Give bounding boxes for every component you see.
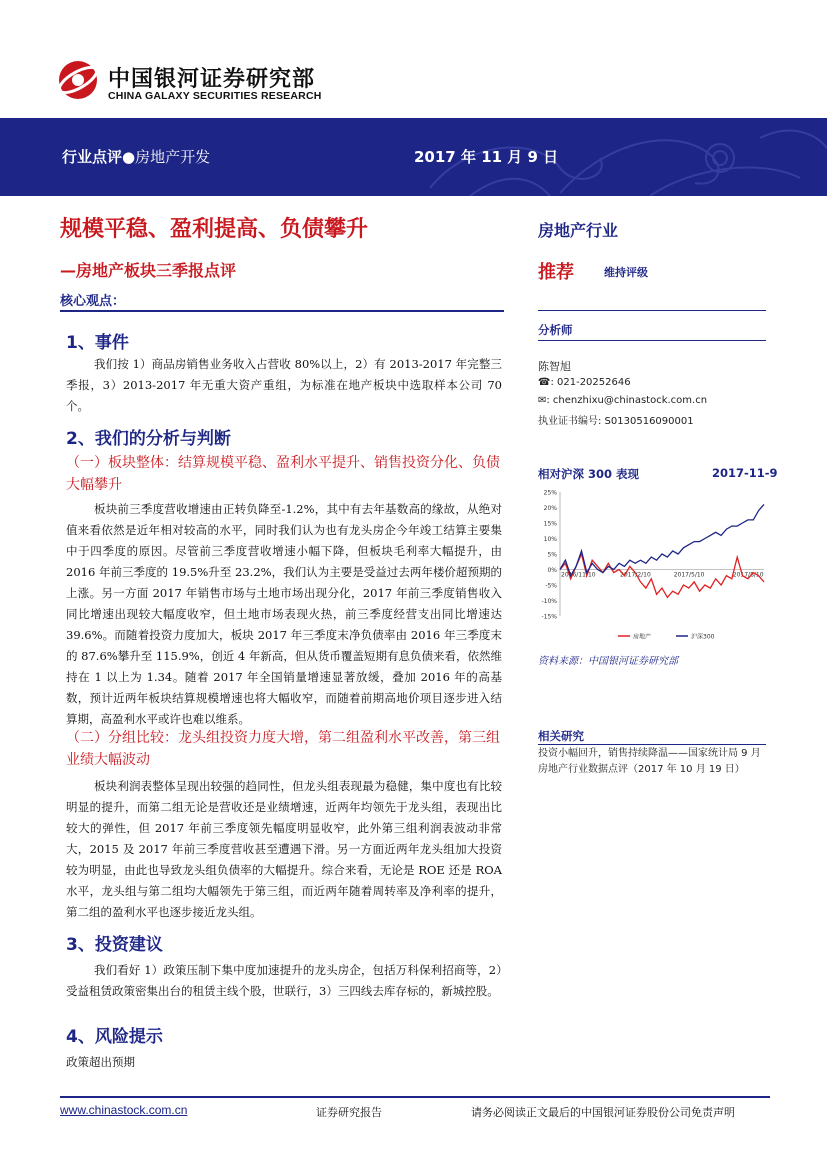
x-tick-label: 2017/2/10 bbox=[620, 571, 651, 579]
footer-disclaimer: 请务必阅读正文最后的中国银河证券股份公司免责声明 bbox=[471, 1106, 735, 1119]
y-tick-label: -5% bbox=[545, 582, 557, 590]
category-label: 行业点评 bbox=[62, 148, 123, 166]
section-1-para: 我们按 1）商品房销售业务收入占营收 80%以上，2）有 2013-2017 年完整三季报，3）2013-2017 年无重大资产重组，为标准在地产板块中选取样本公司 70 个。 bbox=[66, 357, 502, 413]
title-divider bbox=[60, 310, 504, 312]
y-tick-label: 5% bbox=[547, 551, 557, 559]
chart-label: 相对沪深 300 表现 bbox=[538, 467, 640, 481]
header-banner bbox=[0, 118, 827, 196]
legend-label: 沪深300 bbox=[691, 633, 715, 641]
sidebar-divider-1 bbox=[538, 310, 766, 311]
bullet-icon: ● bbox=[122, 148, 136, 166]
sidebar-divider-3 bbox=[538, 744, 766, 745]
footer-url[interactable]: www.chinastock.com.cn bbox=[60, 1103, 188, 1117]
series-line bbox=[560, 504, 764, 575]
sidebar-industry: 房地产行业 bbox=[538, 221, 619, 240]
report-date: 2017 年 11 月 9 日 bbox=[414, 148, 559, 166]
y-tick-label: -15% bbox=[541, 613, 557, 621]
section-4-para: 政策超出预期 bbox=[66, 1055, 135, 1069]
sidebar-rating: 推荐 bbox=[538, 262, 574, 283]
company-logo bbox=[56, 58, 100, 102]
chart-source: 资料来源：中国银河证券研究部 bbox=[538, 656, 678, 667]
analyst-email[interactable]: ✉: chenzhixu@chinastock.com.cn bbox=[538, 395, 708, 406]
sidebar-rating-note: 维持评级 bbox=[604, 266, 648, 279]
page-subtitle: —房地产板块三季报点评 bbox=[60, 261, 237, 280]
section-4-heading: 4、风险提示 bbox=[66, 1027, 163, 1047]
section-3-heading: 3、投资建议 bbox=[66, 935, 163, 955]
y-tick-label: 25% bbox=[543, 489, 557, 497]
performance-chart bbox=[536, 484, 768, 660]
x-tick-label: 2016/11/10 bbox=[561, 571, 596, 579]
analyst-phone: ☎: 021-20252646 bbox=[538, 377, 631, 388]
y-tick-label: 0% bbox=[547, 567, 557, 574]
section-2-sub1-para: 板块前三季度营收增速由正转负降至-1.2%，其中有去年基数高的缘故，从绝对值来看依然是近年相对较高的水平，同时我们认为也有龙头房企今年竣工结算主要集中于四季度的原因。尽管前三季度营收增速小幅下降，但板块毛利率大幅提升，由 2016 年前三季度的 19.5%升至 23.2%，我们认为主要是受益过去两年楼价超预期的上涨。另一方面 2017 年销售市场与土地市场出现分化，2017 年前三季度销售收入同比增速出现较大幅度收窄，但土地市场表现火热，前三季度经营支出同比增速达 39.6%。而随着投资力度加大，板块 2017 年三季度末净负债率由 2016 年三季度末的 87.6%攀升至 115.9%，创近 4 年新高，但从货币覆盖短期有息负债来看，依然维持在 1 以上为 1.34。随着 2017 年全国销量增速显著放缓，叠加 2016 年的高基数，预计近两年板块结算规模增速也将大幅收窄，而随着前期高地价项目逐步进入结算期，高盈利水平或许也难以维系。 bbox=[66, 502, 502, 726]
sidebar-divider-2 bbox=[538, 340, 766, 341]
x-tick-label: 2017/5/10 bbox=[673, 571, 705, 579]
y-tick-label: 20% bbox=[543, 505, 557, 512]
footer-divider bbox=[60, 1096, 770, 1098]
logo-en-text: CHINA GALAXY SECURITIES RESEARCH bbox=[108, 90, 322, 102]
galaxy-logo-icon bbox=[56, 58, 100, 102]
y-tick-label: -10% bbox=[541, 598, 557, 605]
sector-label: 房地产开发 bbox=[135, 148, 211, 166]
footer-center: 证券研究报告 bbox=[316, 1106, 382, 1119]
page-title: 规模平稳、盈利提高、负债攀升 bbox=[60, 217, 369, 242]
analyst-name: 陈智旭 bbox=[538, 360, 571, 373]
chart-date: 2017-11-9 bbox=[712, 466, 778, 480]
section-2-sub1-heading: （一）板块整体：结算规模平稳、盈利水平提升、销售投资分化、负债大幅攀升 bbox=[66, 455, 500, 493]
y-tick-label: 15% bbox=[543, 520, 557, 528]
section-2-sub2-heading: （二）分组比较：龙头组投资力度大增，第二组盈利水平改善，第三组业绩大幅波动 bbox=[66, 730, 500, 768]
section-3-para: 我们看好 1）政策压制下集中度加速提升的龙头房企，包括万科保利招商等，2）受益租赁政策密集出台的租赁主线个股，世联行，3）三四线去库存标的，新城控股。 bbox=[66, 963, 502, 998]
logo-cn-text: 中国银河证券研究部 bbox=[108, 67, 316, 92]
analyst-label: 分析师 bbox=[538, 323, 573, 337]
core-label: 核心观点： bbox=[60, 294, 126, 309]
analyst-cert: 执业证书编号: S0130516090001 bbox=[538, 416, 694, 427]
legend-label: 房地产 bbox=[633, 633, 652, 641]
y-tick-label: 10% bbox=[543, 536, 557, 543]
section-1-heading: 1、事件 bbox=[66, 333, 129, 353]
related-text[interactable]: 投资小幅回升，销售持续降温——国家统计局 9 月房地产行业数据点评（2017 年 10 月 19 日） bbox=[538, 748, 761, 775]
section-2-heading: 2、我们的分析与判断 bbox=[66, 429, 231, 449]
report-category bbox=[62, 146, 210, 167]
section-2-sub2-para: 板块利润表整体呈现出较强的趋同性，但龙头组表现最为稳健，集中度也有比较明显的提升，而第二组无论是营收还是业绩增速，近两年均领先于龙头组，表现出比较大的弹性，但 2017 年前三季度领先幅度明显收窄，此外第三组利润表波动非常大，2015 及 2017 年前三季度营收甚至遭遇下滑。另一方面近两年龙头组加大投资较为明显，由此也导致龙头组负债率的大幅提升。综合来看，无论是 ROE 还是 ROA 水平，龙头组与第二组均大幅领先于第三组，而近两年随着周转率及净利率的提升，第二组的盈利水平也逐步接近龙头组。 bbox=[66, 779, 502, 919]
x-tick-label: 2017/8/10 bbox=[732, 571, 764, 579]
related-label: 相关研究 bbox=[538, 729, 584, 743]
